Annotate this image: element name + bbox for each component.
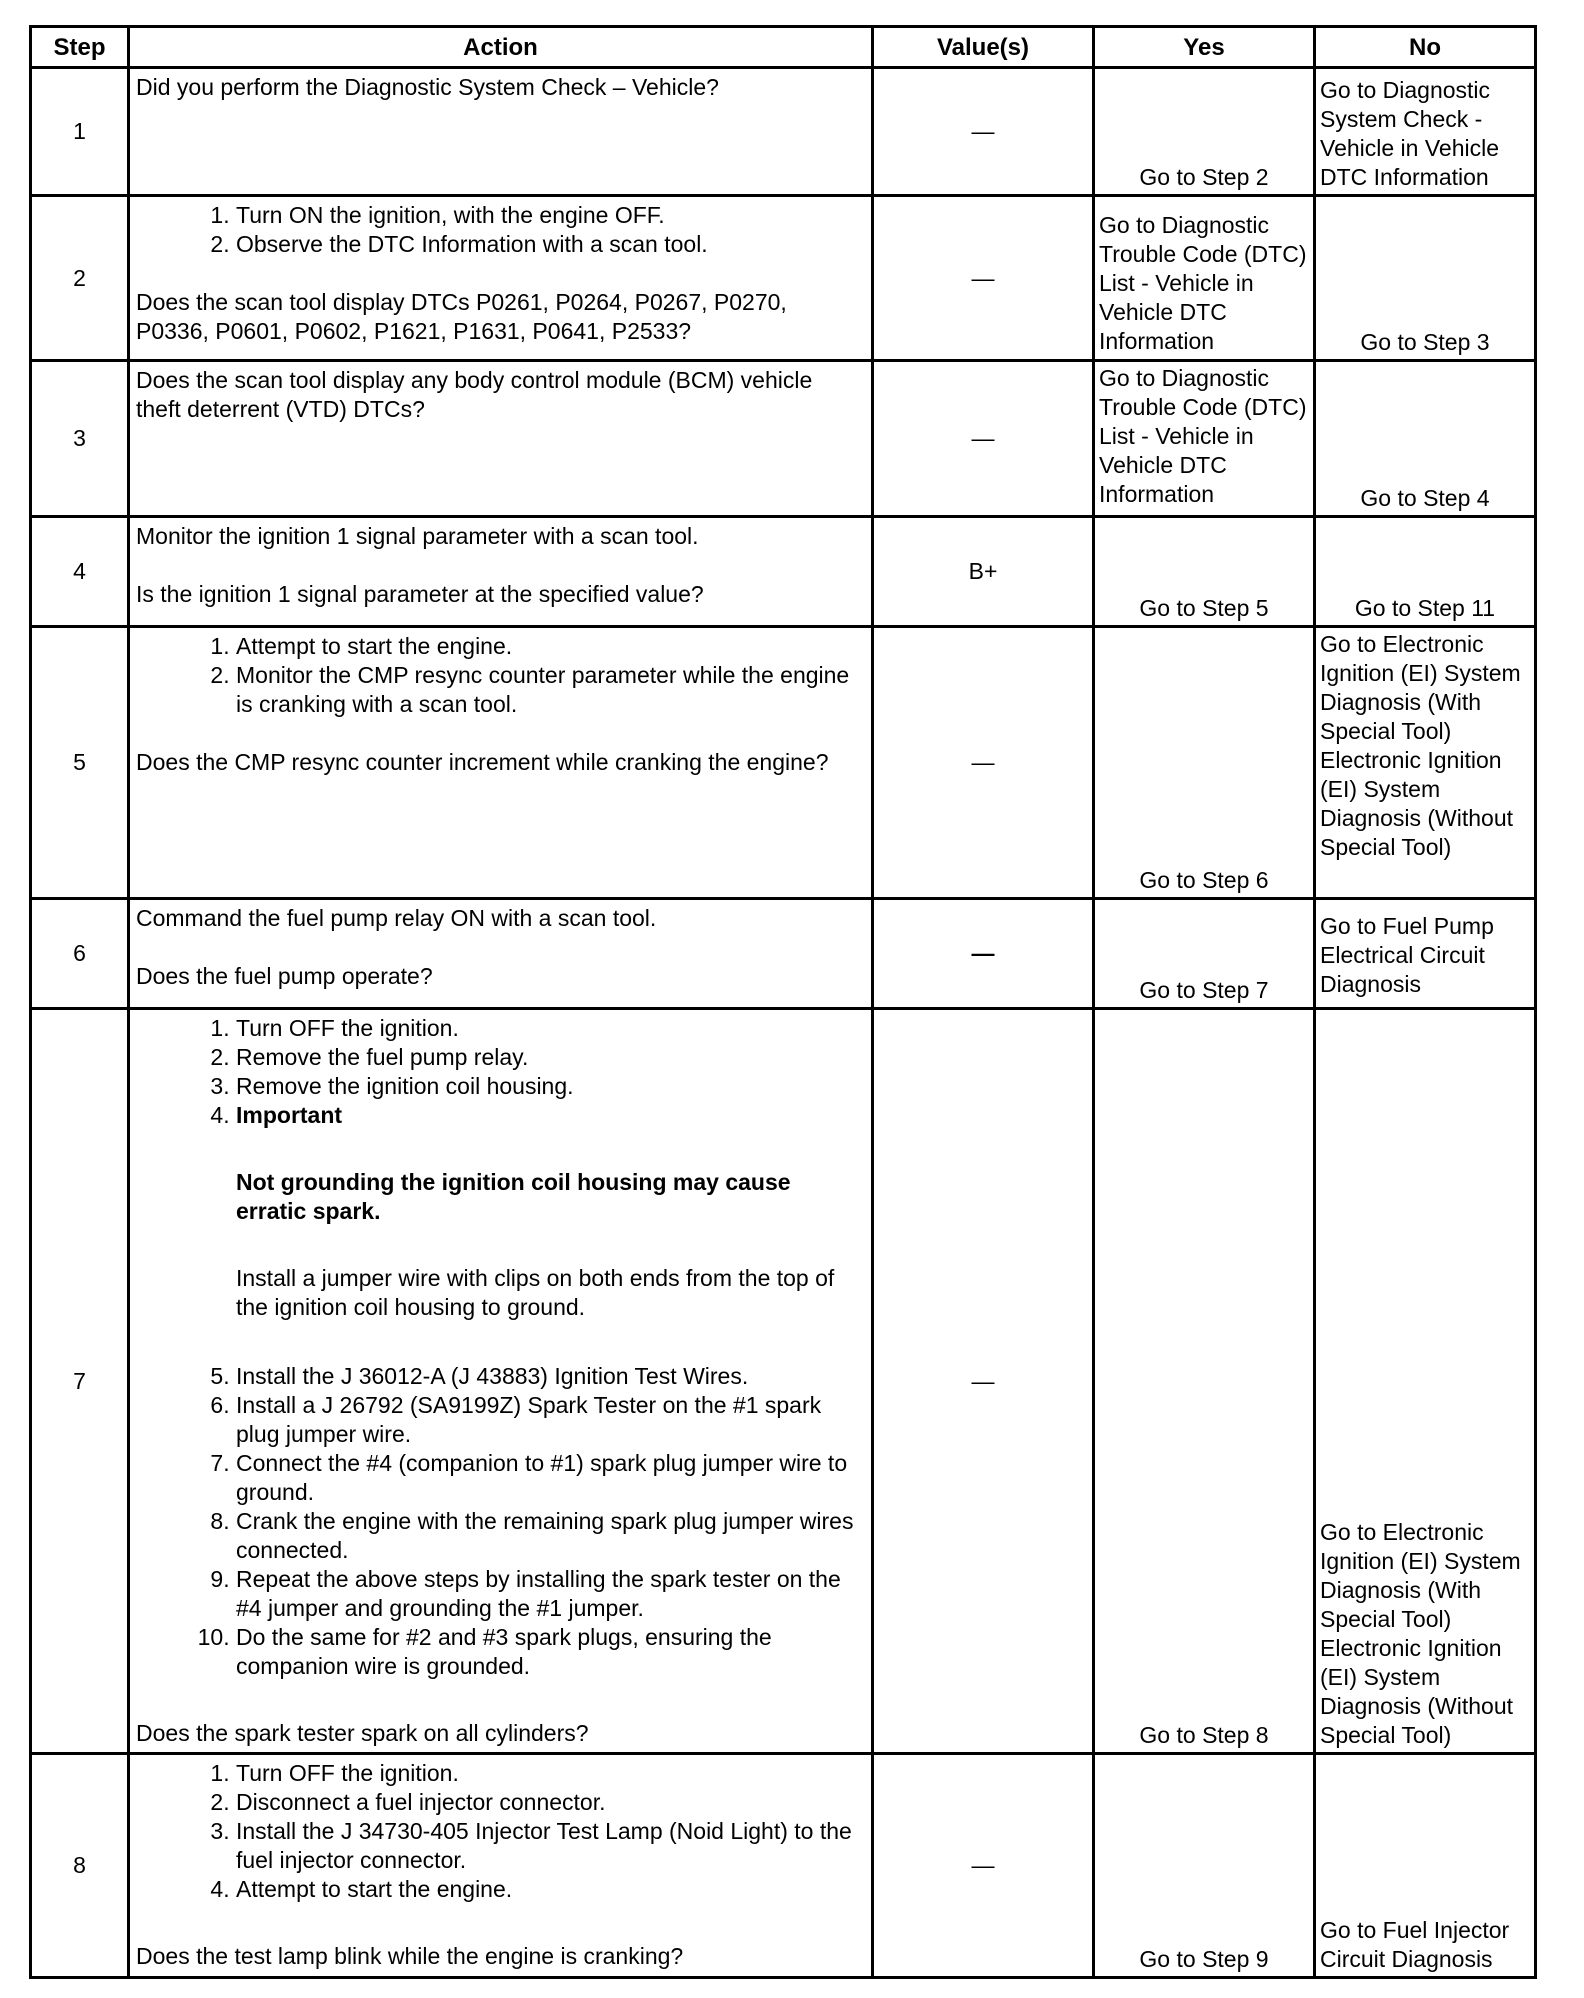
table-row-step-3 [31, 361, 1536, 517]
yes-cell [1094, 1009, 1315, 1754]
action-steps [136, 1759, 863, 1904]
action-step: 1. Attempt to start the engine. [236, 632, 863, 661]
action-step: 3. Install the J 34730-405 Injector Test Lamp (Noid Light) to the fuel injector connector. [236, 1817, 863, 1875]
action-step: 2. Disconnect a fuel injector connector. [236, 1788, 863, 1817]
yes-link[interactable]: Go to Step 6 [1139, 867, 1269, 893]
no-cell [1315, 1754, 1536, 1978]
value-cell: — [873, 1754, 1094, 1978]
yes-cell [1094, 627, 1315, 899]
table-row-step-1 [31, 68, 1536, 196]
action-question: Does the scan tool display any body control module (BCM) vehicle theft deterrent (VTD) DTCs? [136, 367, 813, 422]
yes-cell [1094, 899, 1315, 1009]
action-step: 2. Observe the DTC Information with a scan tool. [236, 230, 863, 259]
table-row-step-4 [31, 517, 1536, 627]
action-step: 8. Crank the engine with the remaining spark plug jumper wires connected. [236, 1507, 863, 1565]
action-step: 3. Remove the ignition coil housing. [236, 1072, 863, 1101]
value-cell: — [873, 627, 1094, 899]
no-link[interactable]: Go to Fuel Injector Circuit Diagnosis [1320, 1917, 1510, 1972]
no-link[interactable]: Go to Diagnostic System Check - Vehicle in Vehicle DTC Information [1320, 77, 1500, 190]
header-yes: Yes [1094, 27, 1315, 68]
header-row [31, 27, 1536, 68]
step-number: 8 [31, 1754, 129, 1978]
action-step: 7. Connect the #4 (companion to #1) spark plug jumper wire to ground. [236, 1449, 863, 1507]
no-cell [1315, 899, 1536, 1009]
action-question: Does the fuel pump operate? [136, 963, 433, 989]
action-cell [129, 196, 873, 361]
action-question: Does the test lamp blink while the engine is cranking? [136, 1943, 684, 1969]
no-cell [1315, 68, 1536, 196]
action-question: Did you perform the Diagnostic System Check – Vehicle? [136, 74, 719, 100]
no-cell [1315, 627, 1536, 899]
no-link[interactable]: Go to Step 4 [1360, 485, 1490, 511]
action-cell [129, 899, 873, 1009]
no-link[interactable]: Go to Step 11 [1354, 595, 1496, 621]
no-link[interactable]: Go to Electronic Ignition (EI) System Diagnosis (With Special Tool) Electronic Ignition (EI) System Diagnosis (Without Special Tool) [1320, 1519, 1521, 1748]
no-cell [1315, 517, 1536, 627]
value-cell: B+ [873, 517, 1094, 627]
yes-link[interactable]: Go to Step 7 [1139, 977, 1269, 1003]
no-cell [1315, 1009, 1536, 1754]
action-step: 1. Turn OFF the ignition. [236, 1014, 863, 1043]
table-row-step-2 [31, 196, 1536, 361]
yes-link[interactable]: Go to Step 9 [1139, 1946, 1269, 1972]
yes-link[interactable]: Go to Diagnostic Trouble Code (DTC) List - Vehicle in Vehicle DTC Information [1099, 365, 1307, 507]
important-label: 4. Important [236, 1102, 343, 1128]
action-steps [136, 1014, 863, 1681]
value-cell: — [873, 899, 1094, 1009]
action-step: 5. Install the J 36012-A (J 43883) Ignition Test Wires. [236, 1362, 863, 1391]
action-question: Does the CMP resync counter increment while cranking the engine? [136, 749, 829, 775]
diagnostic-table [29, 25, 1537, 1979]
value-cell: — [873, 361, 1094, 517]
step-number: 6 [31, 899, 129, 1009]
important-note: Not grounding the ignition coil housing may cause erratic spark. [236, 1169, 791, 1224]
table-row-step-7 [31, 1009, 1536, 1754]
table-row-step-5 [31, 627, 1536, 899]
yes-cell [1094, 196, 1315, 361]
action-step: 2. Monitor the CMP resync counter parameter while the engine is cranking with a scan tool. [236, 661, 863, 719]
yes-link[interactable]: Go to Diagnostic Trouble Code (DTC) List - Vehicle in Vehicle DTC Information [1099, 212, 1307, 354]
header-values: Value(s) [873, 27, 1094, 68]
action-text: Command the fuel pump relay ON with a scan tool. [136, 905, 657, 931]
step-number: 5 [31, 627, 129, 899]
header-action: Action [129, 27, 873, 68]
action-cell [129, 1754, 873, 1978]
action-steps [136, 632, 863, 719]
action-steps [136, 201, 863, 259]
yes-link[interactable]: Go to Step 8 [1139, 1722, 1269, 1748]
step-number: 1 [31, 68, 129, 196]
no-link[interactable]: Go to Electronic Ignition (EI) System Diagnosis (With Special Tool) Electronic Ignition (EI) System Diagnosis (Without Special Tool) [1320, 631, 1521, 860]
table-row-step-8 [31, 1754, 1536, 1978]
action-cell [129, 517, 873, 627]
yes-link[interactable]: Go to Step 2 [1139, 164, 1269, 190]
no-cell [1315, 361, 1536, 517]
yes-link[interactable]: Go to Step 5 [1139, 595, 1269, 621]
action-step: 2. Remove the fuel pump relay. [236, 1043, 863, 1072]
action-step: 10. Do the same for #2 and #3 spark plugs, ensuring the companion wire is grounded. [236, 1623, 863, 1681]
action-text: Monitor the ignition 1 signal parameter with a scan tool. [136, 523, 699, 549]
yes-cell [1094, 361, 1315, 517]
step-number: 4 [31, 517, 129, 627]
action-step: 1. Turn OFF the ignition. [236, 1759, 863, 1788]
yes-cell [1094, 517, 1315, 627]
yes-cell [1094, 68, 1315, 196]
action-step: 6. Install a J 26792 (SA9199Z) Spark Tester on the #1 spark plug jumper wire. [236, 1391, 863, 1449]
value-cell: — [873, 1009, 1094, 1754]
table-row-step-6 [31, 899, 1536, 1009]
step-number: 3 [31, 361, 129, 517]
action-step: 4. Attempt to start the engine. [236, 1875, 863, 1904]
action-step: 1. Turn ON the ignition, with the engine OFF. [236, 201, 863, 230]
important-body: Install a jumper wire with clips on both ends from the top of the ignition coil housing to ground. [236, 1265, 835, 1320]
no-link[interactable]: Go to Fuel Pump Electrical Circuit Diagnosis [1320, 913, 1494, 997]
header-no: No [1315, 27, 1536, 68]
action-cell [129, 68, 873, 196]
action-cell [129, 1009, 873, 1754]
value-cell: — [873, 196, 1094, 361]
no-cell [1315, 196, 1536, 361]
action-step: 9. Repeat the above steps by installing the spark tester on the #4 jumper and grounding the #1 jumper. [236, 1565, 863, 1623]
step-number: 7 [31, 1009, 129, 1754]
no-link[interactable]: Go to Step 3 [1360, 329, 1490, 355]
action-step-important [236, 1101, 863, 1362]
action-question: Does the scan tool display DTCs P0261, P0264, P0267, P0270, P0336, P0601, P0602, P1621, P1631, P0641, P2533? [136, 289, 787, 344]
yes-cell [1094, 1754, 1315, 1978]
value-cell: — [873, 68, 1094, 196]
action-cell [129, 361, 873, 517]
step-number: 2 [31, 196, 129, 361]
action-cell [129, 627, 873, 899]
action-question: Is the ignition 1 signal parameter at the specified value? [136, 581, 704, 607]
action-question: Does the spark tester spark on all cylinders? [136, 1720, 589, 1746]
header-step: Step [31, 27, 129, 68]
